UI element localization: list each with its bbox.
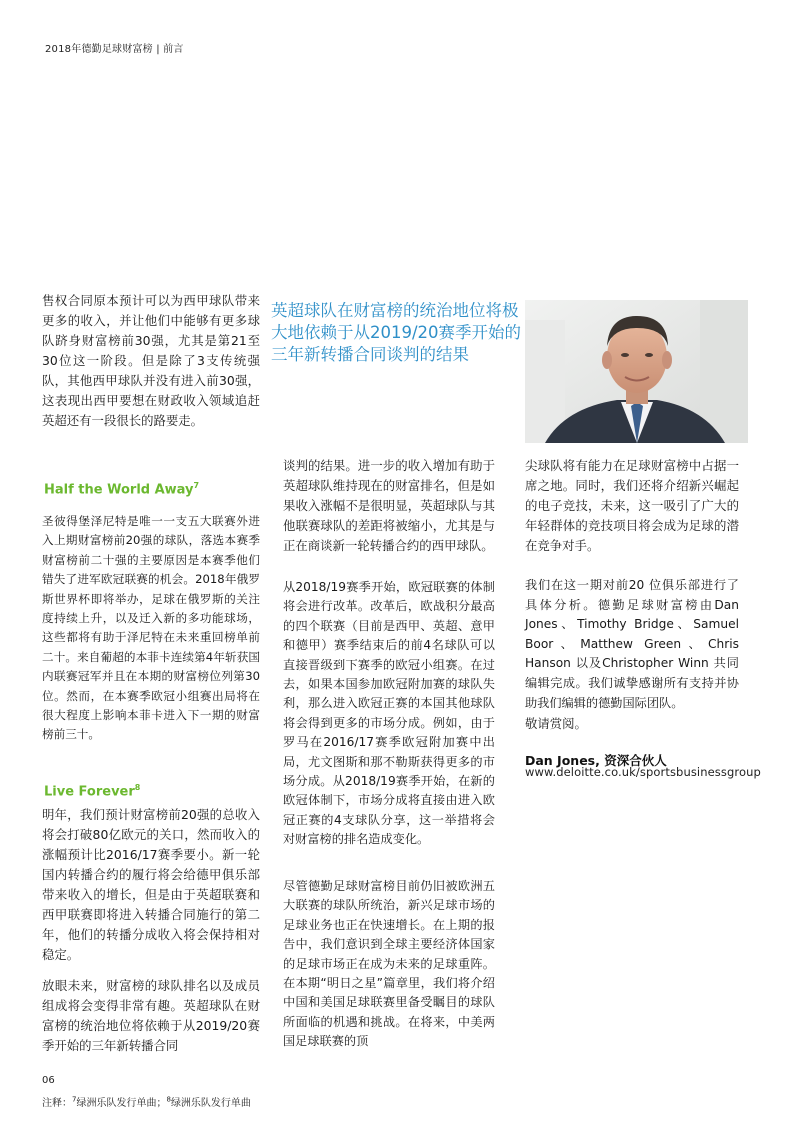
col2-paragraph-3: 尽管德勤足球财富榜目前仍旧被欧洲五大联赛的球队所统治，新兴足球市场的足球业务也正在快速增长。在上期的报告中，我们意识到全球主要经济体国家的足球市场正在成为未来的足球重阵。在本期“明日之星”篇章里，我们将介绍中国和美国足球联赛里备受瞩目的球队所面临的机遇和挑战。在将来，中美两国足球联赛的顶: [283, 879, 495, 1049]
pull-quote: 英超球队在财富榜的统治地位将极大地依赖于从2019/20赛季开始的三年新转播合同谈判的结果: [271, 301, 522, 364]
closing-paragraph: 放眼未来，财富榜的球队排名以及成员组成将会变得非常有趣。英超球队在财富榜的统治地位将依赖于从2019/20赛季开始的三年新转播合同: [42, 978, 260, 1053]
footnote-mark: 7: [193, 481, 200, 490]
footnote-mark-8: 8: [166, 1095, 171, 1104]
section-title-text: Half the World Away: [44, 482, 194, 498]
section-title-half-the-world-away: [44, 481, 199, 497]
page-number: 06: [42, 1075, 55, 1086]
col2-paragraph-1: 谈判的结果。进一步的收入增加有助于英超球队维持现在的财富排名，但是如果收入涨幅不是很明显，英超球队与其他联赛球队的差距将被缩小，尤其是与正在商谈新一轮转播合约的西甲球队。: [283, 458, 495, 553]
portrait-illustration: [525, 300, 748, 443]
portrait-photo: [525, 300, 748, 443]
col3-paragraph-3: 敬请赏阅。: [525, 716, 587, 731]
footnote-8-text: 绿洲乐队发行单曲: [170, 1098, 251, 1109]
signature-url: www.deloitte.co.uk/sportsbusinessgroup: [525, 765, 761, 779]
section-body-half-the-world-away: 圣彼得堡泽尼特是唯一一支五大联赛外进入上期财富榜前20强的球队，落选本赛季财富榜前二十强的主要原因是本赛季他们错失了进军欧冠联赛的机会。2018年俄罗斯世界杯即将举办，足球在俄罗斯的关注度持续上升，以及迁入新的多功能球场，这些都将有助于泽尼特在未来重回榜单前二十。来自葡超的本菲卡连续第4年斩获国内联赛冠军并且在本期的财富榜位列第30位。然而，在本赛季欧冠小组赛出局将在很大程度上影响本菲卡进入下一期的财富榜前三十。: [42, 514, 260, 742]
footnotes: [42, 1094, 251, 1109]
section-body-live-forever: 明年，我们预计财富榜前20强的总收入将会打破80亿欧元的关口，然而收入的涨幅预计比2016/17赛季要小。新一轮国内转播合约的履行将会给德甲俱乐部带来收入的增长，但是由于英超联赛和西甲联赛即将进入转播合同施行的第二年，他们的转播分成收入将会保持相对稳定。: [42, 807, 260, 962]
footnote-mark-7: 7: [72, 1095, 77, 1104]
section-title-live-forever: [44, 783, 140, 799]
footnote-7-text: 绿洲乐队发行单曲；: [76, 1098, 167, 1109]
section-title-text: Live Forever: [44, 784, 135, 800]
intro-paragraph: 售权合同原本预计可以为西甲球队带来更多的收入，并让他们中能够有更多球队跻身财富榜前30强，尤其是第21至30位这一阶段。但是除了3支传统强队，其他西甲球队并没有进入前30强，这表现出西甲要想在财政收入领域追赶英超还有一段很长的路要走。: [42, 293, 260, 428]
col3-paragraph-1: 尖球队将有能力在足球财富榜中占据一席之地。同时，我们还将介绍新兴崛起的电子竞技，未来，这一吸引了广大的年轻群体的竞技项目将会成为足球的潜在竞争对手。: [525, 458, 739, 553]
col2-paragraph-2: 从2018/19赛季开始，欧冠联赛的体制将会进行改革。改革后，欧战积分最高的四个联赛（目前是西甲、英超、意甲和德甲）赛季结束后的前4名球队可以直接晋级到下赛季的欧冠小组赛。在过去，如果本国参加欧冠附加赛的球队失利，那么进入欧冠正赛的本国其他球队将会得到更多的市场分成。例如，由于罗马在2016/17赛季欧冠附加赛中出局，尤文图斯和那不勒斯获得更多的市场分成。从2018/19赛季开始，在新的欧冠体制下，市场分成将直接由进入欧冠正赛的4支球队分享，这一举措将会对财富榜的排名造成变化。: [283, 580, 495, 847]
page-header: 2018年德勤足球财富榜 | 前言: [45, 44, 184, 55]
footnote-label: 注释：: [42, 1098, 72, 1109]
col3-paragraph-2: 我们在这一期对前20 位俱乐部进行了具体分析。德勤足球财富榜由Dan Jones、Timothy Bridge、Samuel Boor、Matthew Green、Chris Hanson 以及Christopher Winn 共同编辑完成。我们诚挚感谢所有支持并协助我们编辑的德勤国际团队。: [525, 578, 739, 710]
footnote-mark: 8: [134, 783, 141, 792]
signature-name: Dan Jones, 资深合伙人: [525, 753, 667, 768]
